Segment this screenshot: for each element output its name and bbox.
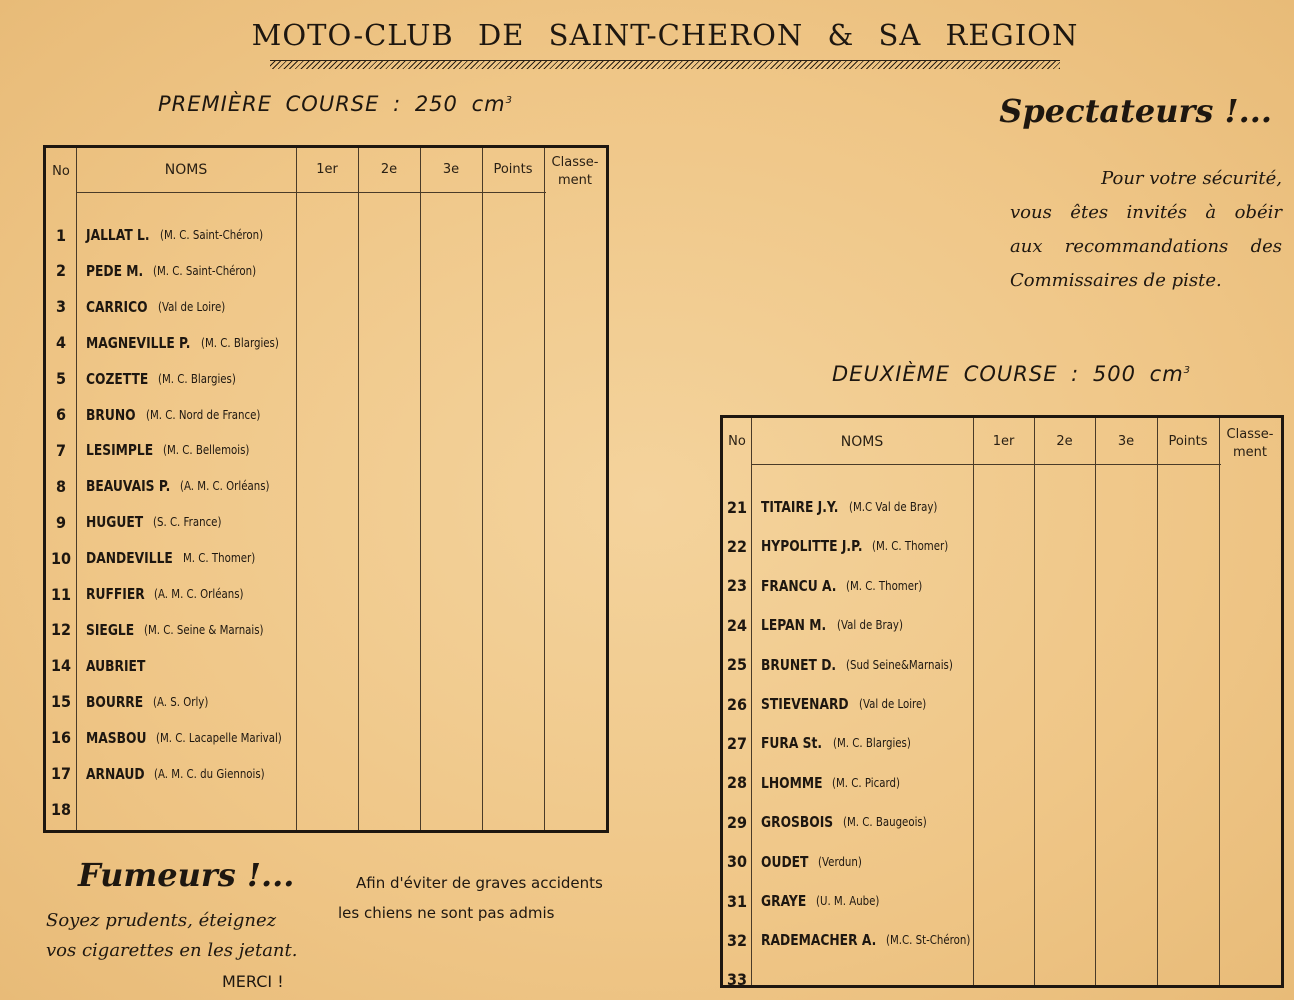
table-row xyxy=(723,886,973,916)
course1-title xyxy=(158,92,513,116)
rider-club: (M. C. Lacapelle Marival) xyxy=(156,730,282,745)
table-row xyxy=(723,728,973,758)
rider-club: (M.C. St-Chéron) xyxy=(885,933,971,948)
rider-number: 33 xyxy=(726,970,748,990)
rider-club: (A. S. Orly) xyxy=(152,694,209,709)
table-row xyxy=(46,723,296,753)
rider-name: TITAIRE J.Y. xyxy=(761,498,839,516)
col-third-header: 3e xyxy=(442,162,460,177)
rider-name: SIEGLE xyxy=(86,620,135,639)
col-second-header: 2e xyxy=(1056,434,1073,449)
rider-club: (S. C. France) xyxy=(152,515,222,530)
table-row xyxy=(723,965,973,995)
rider-name: RADEMACHER A. xyxy=(761,931,877,950)
rider-name: HUGUET xyxy=(86,513,144,532)
rider-name: FURA St. xyxy=(761,734,823,753)
rider-club: (Val de Loire) xyxy=(858,697,926,711)
table-row xyxy=(723,689,973,719)
rider-club: (M. C. Saint-Chéron) xyxy=(153,263,257,278)
col-second-header: 2e xyxy=(380,162,398,177)
table-row xyxy=(46,364,296,394)
table-row xyxy=(46,687,296,717)
rider-number: 15 xyxy=(50,692,72,712)
course2-table xyxy=(720,415,1284,988)
col-rank-line1: Classe- xyxy=(551,155,599,170)
table-row xyxy=(46,220,296,250)
dogs-line-2: les chiens ne sont pas admis xyxy=(338,904,555,922)
rider-number: 17 xyxy=(50,764,72,783)
col-names-header: NOMS xyxy=(164,162,208,178)
rider-name: BOURRE xyxy=(86,692,144,711)
table-row xyxy=(46,794,296,824)
table-row xyxy=(46,256,296,286)
rider-name: BRUNET D. xyxy=(761,655,837,674)
smokers-line-2: vos cigarettes en les jetant. xyxy=(46,940,298,961)
table-row xyxy=(46,579,296,609)
rider-number: 10 xyxy=(50,548,72,568)
rider-name: MASBOU xyxy=(86,728,147,747)
table-row xyxy=(723,650,973,680)
col-rank-line1: Classe- xyxy=(1226,427,1274,442)
rider-number: 7 xyxy=(55,440,66,460)
col-points-header: Points xyxy=(493,162,533,177)
rider-club: (M. C. Baugeois) xyxy=(843,815,927,830)
smokers-title: Fumeurs !... xyxy=(78,856,295,894)
rider-name: DANDEVILLE xyxy=(86,549,173,568)
smokers-thanks: MERCI ! xyxy=(222,972,284,991)
table-row xyxy=(723,492,973,522)
table-row xyxy=(46,400,296,430)
rider-number: 3 xyxy=(55,297,66,317)
rider-number: 24 xyxy=(726,615,748,635)
col-rank-header xyxy=(1219,426,1281,462)
rider-name: MAGNEVILLE P. xyxy=(86,333,191,352)
rider-number: 11 xyxy=(50,584,72,604)
rider-club: (M. C. Thomer) xyxy=(872,539,949,554)
smokers-message xyxy=(46,906,297,966)
course2-title-text: DEUXIÈME COURSE : 500 cm xyxy=(832,362,1184,386)
rider-name: PEDE M. xyxy=(86,261,144,280)
course1-title-text: PREMIÈRE COURSE : 250 cm xyxy=(158,92,506,116)
table-row xyxy=(46,759,296,789)
rider-number: 32 xyxy=(726,930,748,950)
spectators-line-2: vous êtes invités à obéir xyxy=(1010,202,1282,223)
rider-name: AUBRIET xyxy=(86,656,146,675)
rider-number: 9 xyxy=(55,512,66,532)
rider-number: 12 xyxy=(50,620,72,640)
rider-club: (M. C. Picard) xyxy=(832,775,901,790)
rider-club: M. C. Thomer) xyxy=(182,551,255,566)
rider-number: 26 xyxy=(726,694,748,714)
rider-club: (M. C. Blargies) xyxy=(200,335,279,350)
rider-club: (M. C. Saint-Chéron) xyxy=(160,228,264,242)
table-row xyxy=(46,507,296,537)
rider-name: OUDET xyxy=(761,852,809,871)
rider-number: 30 xyxy=(726,852,748,872)
spectators-line-3: aux recommandations des xyxy=(1010,236,1282,257)
rider-number: 6 xyxy=(55,405,66,424)
rider-number: 27 xyxy=(726,733,748,753)
rider-number: 23 xyxy=(726,576,748,596)
table-row xyxy=(46,292,296,322)
rider-number: 25 xyxy=(726,655,748,675)
rider-club: (U. M. Aube) xyxy=(816,894,880,908)
rider-name: FRANCU A. xyxy=(761,576,837,595)
table-row xyxy=(46,615,296,645)
rider-number: 16 xyxy=(50,728,72,748)
rider-club: (Sud Seine&Marnais) xyxy=(845,657,953,672)
rider-club: (M. C. Bellemois) xyxy=(163,443,250,458)
rider-name: BEAUVAIS P. xyxy=(86,477,171,496)
rider-club: (A. M. C. Orléans) xyxy=(154,587,244,601)
rider-name: LEPAN M. xyxy=(761,616,827,635)
table-row xyxy=(723,807,973,837)
spectators-title: Spectateurs !... xyxy=(999,92,1272,130)
page-title: MOTO-CLUB DE SAINT-CHERON & SA REGION xyxy=(251,18,1079,52)
table-row xyxy=(723,571,973,601)
rider-name: COZETTE xyxy=(86,369,149,388)
rider-number: 31 xyxy=(726,891,748,911)
rider-name: JALLAT L. xyxy=(86,226,150,244)
rider-number: 1 xyxy=(55,225,66,245)
table-row xyxy=(723,925,973,955)
course2-title xyxy=(832,362,1191,386)
smokers-line-1: Soyez prudents, éteignez xyxy=(46,910,277,931)
table-row xyxy=(46,651,296,681)
table-row xyxy=(723,768,973,798)
table-row xyxy=(723,610,973,640)
table-row xyxy=(46,435,296,465)
table-row xyxy=(723,531,973,561)
rider-club: (A. M. C. du Giennois) xyxy=(154,766,265,781)
course1-table xyxy=(43,145,609,833)
rider-club: (M. C. Thomer) xyxy=(846,578,923,593)
rider-number: 2 xyxy=(55,261,66,281)
rider-club: (M.C Val de Bray) xyxy=(848,500,938,514)
rider-club: (Val de Bray) xyxy=(836,618,903,633)
rider-name: BRUNO xyxy=(86,405,136,424)
rider-club: (M. C. Seine & Marnais) xyxy=(143,622,264,637)
col-names-header: NOMS xyxy=(840,434,884,450)
course2-unit-sup: 3 xyxy=(1183,365,1192,376)
rider-number: 29 xyxy=(726,812,748,832)
rider-club: (A. M. C. Orléans) xyxy=(180,479,270,494)
rider-name: HYPOLITTE J.P. xyxy=(761,537,863,556)
col-rank-line2: ment xyxy=(558,173,592,188)
rider-name: CARRICO xyxy=(86,297,148,316)
col-no-header: No xyxy=(728,434,746,449)
rider-name: GRAYE xyxy=(761,892,807,910)
table-row xyxy=(46,471,296,501)
col-first-header: 1er xyxy=(316,162,338,177)
rider-name: ARNAUD xyxy=(86,764,145,783)
rider-club: (Verdun) xyxy=(818,854,863,869)
rider-name: LHOMME xyxy=(761,773,823,792)
rider-name: LESIMPLE xyxy=(86,441,154,460)
rider-number: 18 xyxy=(50,799,72,819)
rider-number: 21 xyxy=(726,497,748,517)
title-underline xyxy=(270,60,1060,69)
rider-number: 4 xyxy=(55,333,66,353)
spectators-message xyxy=(1010,162,1282,298)
rider-number: 28 xyxy=(726,773,748,793)
col-no-header: No xyxy=(52,164,70,179)
table-row xyxy=(46,328,296,358)
rider-name: RUFFIER xyxy=(86,585,145,603)
rider-club: (M. C. Nord de France) xyxy=(146,407,261,422)
rider-number: 22 xyxy=(726,536,748,556)
col-rank-line2: ment xyxy=(1233,445,1267,460)
table-row xyxy=(46,543,296,573)
rider-name: STIEVENARD xyxy=(761,695,849,713)
dogs-line-1: Afin d'éviter de graves accidents xyxy=(356,874,603,892)
rider-club: (Val de Loire) xyxy=(157,299,225,314)
table-row xyxy=(723,847,973,877)
col-rank-header xyxy=(544,154,606,190)
spectators-line-4: Commissaires de piste. xyxy=(1010,270,1222,291)
rider-name: GROSBOIS xyxy=(761,813,834,832)
col-first-header: 1er xyxy=(992,434,1015,449)
spectators-line-1: Pour votre sécurité, xyxy=(1101,168,1282,189)
rider-club: (M. C. Blargies) xyxy=(832,736,911,751)
dogs-notice xyxy=(338,868,603,928)
col-third-header: 3e xyxy=(1117,434,1135,449)
course1-unit-sup: 3 xyxy=(505,95,513,106)
rider-club: (M. C. Blargies) xyxy=(158,371,237,386)
rider-number: 5 xyxy=(55,369,66,389)
col-points-header: Points xyxy=(1168,434,1208,449)
rider-number: 14 xyxy=(50,656,72,676)
rider-number: 8 xyxy=(55,476,66,496)
